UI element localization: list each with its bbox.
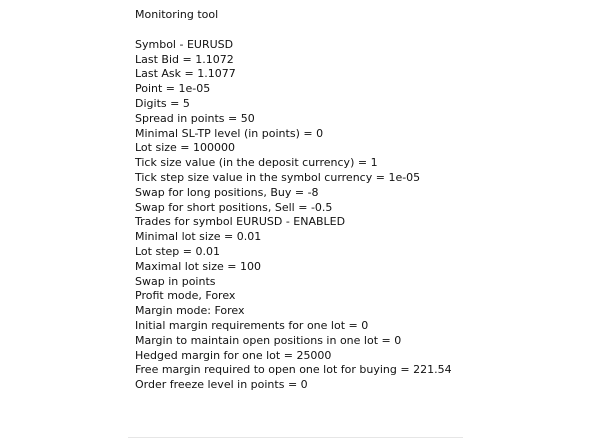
lot-step-line: Lot step = 0.01 [135, 244, 220, 258]
last-ask-line: Last Ask = 1.1077 [135, 67, 236, 81]
initial-margin-line: Initial margin requirements for one lot = 0 [135, 318, 369, 332]
swap-short-line: Swap for short positions, Sell = -0.5 [135, 200, 333, 214]
bottom-divider [128, 437, 463, 438]
tick-size-value-line: Tick size value (in the deposit currency) = 1 [135, 156, 378, 170]
maintenance-margin-line: Margin to maintain open positions in one lot = 0 [135, 333, 402, 347]
tick-step-size-line: Tick step size value in the symbol currency = 1e-05 [135, 170, 421, 184]
freeze-level-line: Order freeze level in points = 0 [135, 378, 308, 392]
swap-long-line: Swap for long positions, Buy = -8 [135, 185, 319, 199]
monitoring-panel [135, 8, 555, 393]
profit-mode-line: Profit mode, Forex [135, 289, 236, 303]
free-margin-line: Free margin required to open one lot for buying = 221.54 [135, 363, 452, 377]
symbol-line: Symbol - EURUSD [135, 37, 234, 51]
swap-mode-line: Swap in points [135, 274, 216, 288]
minimal-sl-tp-line: Minimal SL-TP level (in points) = 0 [135, 126, 324, 140]
margin-mode-line: Margin mode: Forex [135, 304, 245, 318]
panel-title: Monitoring tool [135, 8, 219, 21]
point-line: Point = 1e-05 [135, 82, 211, 96]
trades-status-line: Trades for symbol EURUSD - ENABLED [135, 215, 346, 229]
maximal-lot-line: Maximal lot size = 100 [135, 259, 261, 273]
last-bid-line: Last Bid = 1.1072 [135, 52, 234, 66]
hedged-margin-line: Hedged margin for one lot = 25000 [135, 348, 332, 362]
info-lines [135, 38, 555, 393]
lot-size-line: Lot size = 100000 [135, 141, 236, 155]
spread-line: Spread in points = 50 [135, 111, 255, 125]
minimal-lot-line: Minimal lot size = 0.01 [135, 230, 262, 244]
digits-line: Digits = 5 [135, 96, 190, 110]
